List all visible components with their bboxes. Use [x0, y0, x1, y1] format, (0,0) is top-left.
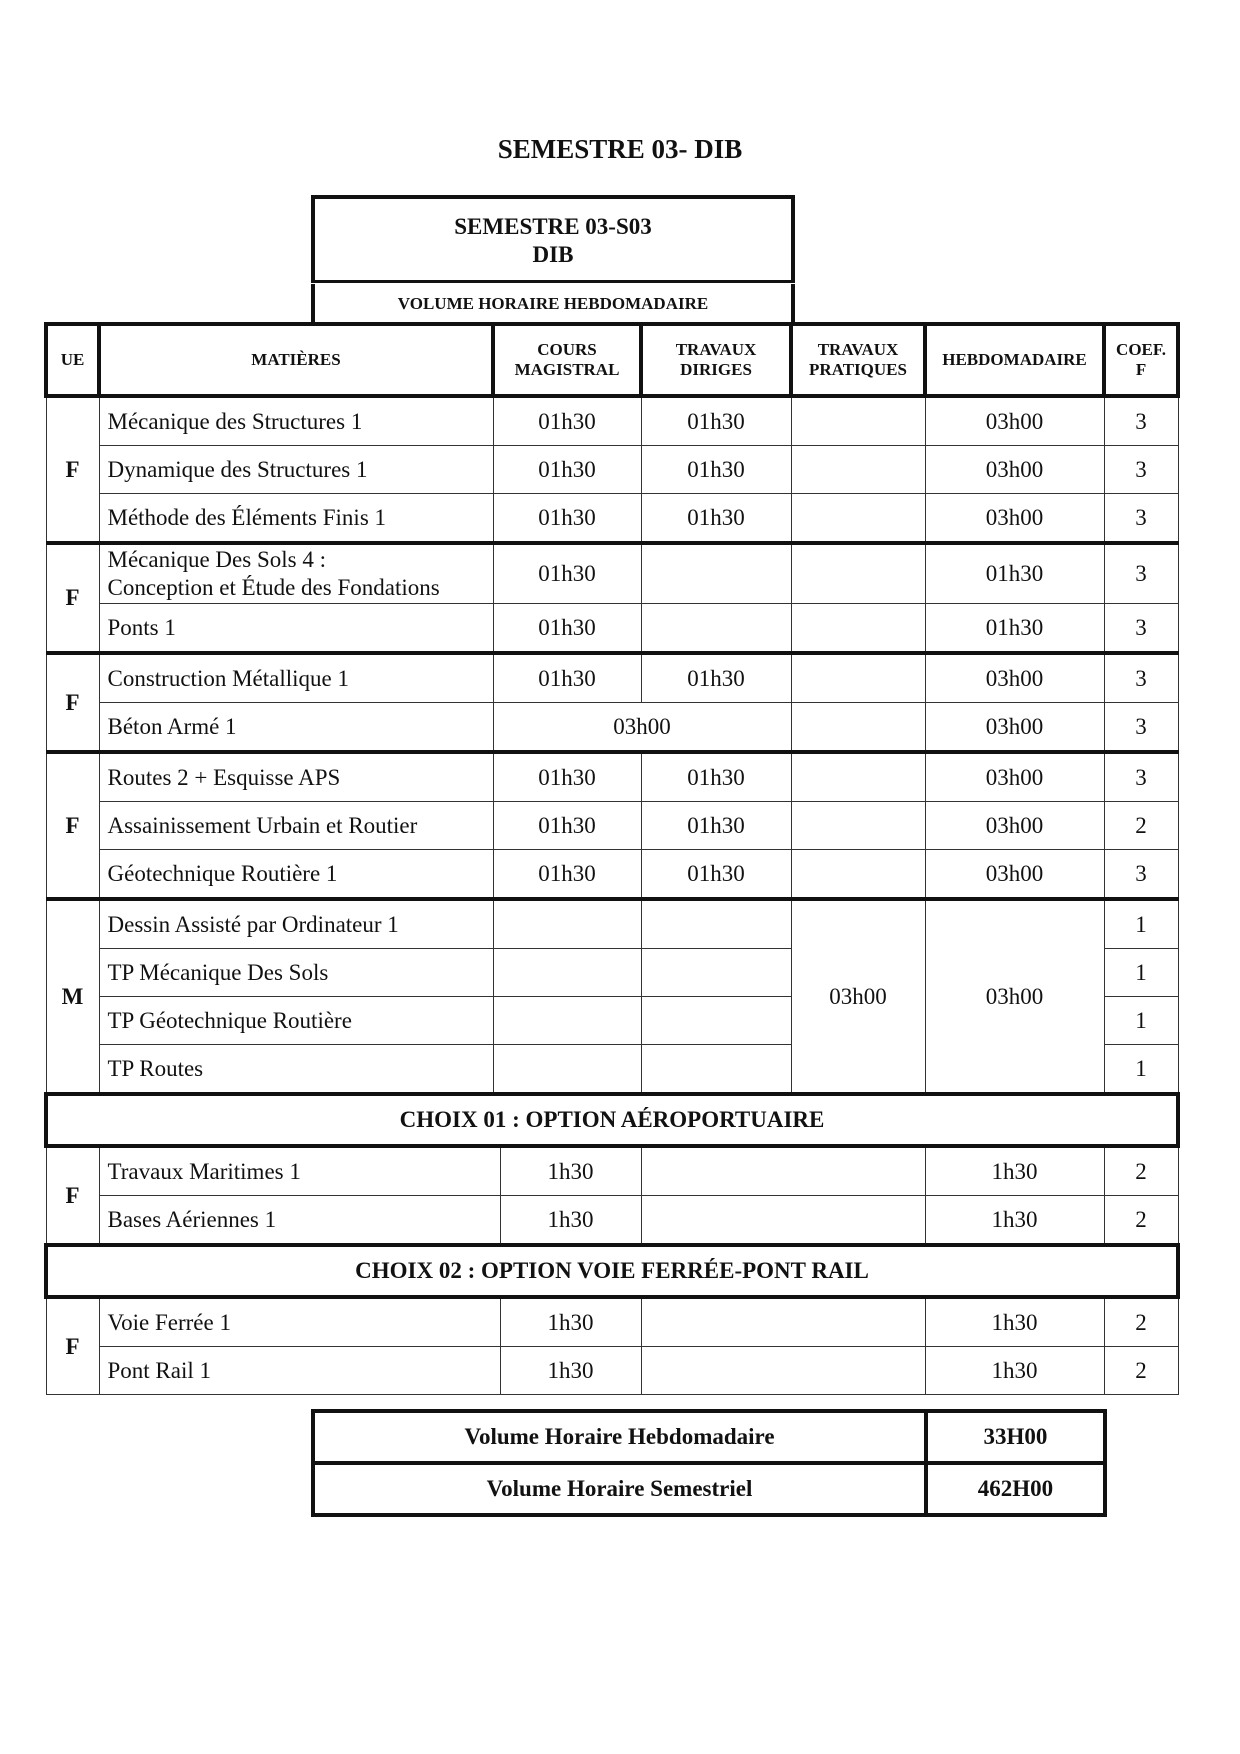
table-row [46, 802, 1178, 850]
choix-01-title: CHOIX 01 : OPTION AÉROPORTUAIRE [46, 1094, 1178, 1146]
total-hebdo-label: Volume Horaire Hebdomadaire [313, 1411, 926, 1463]
ue-cell: F [46, 543, 99, 653]
total-row-semestriel [313, 1463, 1105, 1515]
table-row [46, 1297, 1178, 1347]
coef-cell: 2 [1104, 1146, 1178, 1196]
table-header [46, 324, 1178, 396]
cm-cell: 01h30 [493, 802, 641, 850]
coef-cell: 3 [1104, 396, 1178, 446]
coef-cell: 3 [1104, 653, 1178, 703]
table-row [46, 850, 1178, 900]
coef-cell: 3 [1104, 752, 1178, 802]
table-row [46, 1146, 1178, 1196]
hebdo-cell: 03h00 [925, 802, 1104, 850]
hebdo-cell: 03h00 [925, 703, 1104, 753]
tp-cell [791, 604, 925, 654]
td-tp-cell [641, 1347, 925, 1395]
cm-cell: 01h30 [493, 752, 641, 802]
cm-cell [493, 1045, 641, 1095]
hebdo-cell: 03h00 [925, 396, 1104, 446]
cm-td-merged-cell: 03h00 [493, 703, 791, 753]
td-cell: 01h30 [641, 446, 791, 494]
cm-cell: 1h30 [500, 1196, 641, 1246]
tp-merged-cell: 03h00 [791, 899, 925, 1094]
coef-cell: 3 [1104, 703, 1178, 753]
matiere-cell: Ponts 1 [99, 604, 493, 654]
coef-cell: 3 [1104, 543, 1178, 604]
coef-cell: 1 [1104, 997, 1178, 1045]
tp-cell [791, 802, 925, 850]
matiere-cell: Géotechnique Routière 1 [99, 850, 493, 900]
col-matieres: MATIÈRES [99, 324, 493, 396]
td-tp-cell [641, 1297, 925, 1347]
ue-cell: F [46, 1297, 99, 1395]
volume-header: VOLUME HORAIRE HEBDOMADAIRE [311, 284, 795, 324]
coef-cell: 2 [1104, 802, 1178, 850]
table-row [46, 446, 1178, 494]
total-sem-label: Volume Horaire Semestriel [313, 1463, 926, 1515]
col-travaux-diriges: TRAVAUX DIRIGES [641, 324, 791, 396]
table-row [46, 543, 1178, 604]
course-table [44, 322, 1180, 1395]
matiere-cell: TP Routes [99, 1045, 493, 1095]
col-travaux-pratiques: TRAVAUX PRATIQUES [791, 324, 925, 396]
matiere-cell: Mécanique Des Sols 4 : Conception et Étude des Fondations [99, 543, 493, 604]
semester-code: SEMESTRE 03-S03 [454, 214, 652, 239]
table-row [46, 604, 1178, 654]
matiere-cell: Routes 2 + Esquisse APS [99, 752, 493, 802]
ue-cell: F [46, 396, 99, 543]
choix-01-header [46, 1094, 1178, 1146]
coef-cell: 1 [1104, 949, 1178, 997]
cm-cell: 01h30 [493, 604, 641, 654]
cm-cell: 01h30 [493, 653, 641, 703]
td-cell: 01h30 [641, 494, 791, 544]
ue-cell: M [46, 899, 99, 1094]
td-cell [641, 899, 791, 949]
coef-cell: 2 [1104, 1347, 1178, 1395]
col-ue: UE [46, 324, 99, 396]
table-row [46, 899, 1178, 949]
ue-cell: F [46, 653, 99, 752]
matiere-cell: Bases Aériennes 1 [99, 1196, 500, 1246]
td-cell [641, 543, 791, 604]
cm-cell: 01h30 [493, 396, 641, 446]
td-cell: 01h30 [641, 850, 791, 900]
table-row [46, 396, 1178, 446]
tp-cell [791, 494, 925, 544]
page-title: SEMESTRE 03- DIB [497, 134, 743, 164]
hebdo-cell: 01h30 [925, 543, 1104, 604]
table-row [46, 1196, 1178, 1246]
ue-cell: F [46, 1146, 99, 1245]
matiere-cell: Pont Rail 1 [99, 1347, 500, 1395]
tp-cell [791, 396, 925, 446]
matiere-cell: Construction Métallique 1 [99, 653, 493, 703]
table-row [46, 703, 1178, 753]
matiere-cell: Méthode des Éléments Finis 1 [99, 494, 493, 544]
total-hebdo-value: 33H00 [926, 1411, 1105, 1463]
table-row [46, 1347, 1178, 1395]
hebdo-cell: 03h00 [925, 752, 1104, 802]
matiere-cell: Mécanique des Structures 1 [99, 396, 493, 446]
choix-02-title: CHOIX 02 : OPTION VOIE FERRÉE-PONT RAIL [46, 1245, 1178, 1297]
semester-header-box [311, 195, 795, 283]
hebdo-cell: 1h30 [925, 1347, 1104, 1395]
td-cell [641, 949, 791, 997]
matiere-cell: TP Mécanique Des Sols [99, 949, 493, 997]
tp-cell [791, 850, 925, 900]
col-hebdomadaire: HEBDOMADAIRE [925, 324, 1104, 396]
cm-cell: 01h30 [493, 850, 641, 900]
matiere-cell: Voie Ferrée 1 [99, 1297, 500, 1347]
cm-cell: 1h30 [500, 1297, 641, 1347]
matiere-cell: Dynamique des Structures 1 [99, 446, 493, 494]
hebdo-cell: 01h30 [925, 604, 1104, 654]
hebdo-cell: 03h00 [925, 653, 1104, 703]
cm-cell: 01h30 [493, 494, 641, 544]
hebdo-cell: 1h30 [925, 1297, 1104, 1347]
matiere-cell: Travaux Maritimes 1 [99, 1146, 500, 1196]
tp-cell [791, 446, 925, 494]
total-row-hebdo [313, 1411, 1105, 1463]
cm-cell [493, 997, 641, 1045]
matiere-cell: Béton Armé 1 [99, 703, 493, 753]
ue-cell: F [46, 752, 99, 899]
col-cours-magistral: COURS MAGISTRAL [493, 324, 641, 396]
td-cell: 01h30 [641, 752, 791, 802]
coef-cell: 3 [1104, 604, 1178, 654]
cm-cell: 1h30 [500, 1146, 641, 1196]
coef-cell: 2 [1104, 1297, 1178, 1347]
cm-cell: 01h30 [493, 446, 641, 494]
hebdo-cell: 1h30 [925, 1146, 1104, 1196]
cm-cell: 1h30 [500, 1347, 641, 1395]
hebdo-cell: 03h00 [925, 446, 1104, 494]
matiere-cell: TP Géotechnique Routière [99, 997, 493, 1045]
coef-cell: 3 [1104, 446, 1178, 494]
choix-02-header [46, 1245, 1178, 1297]
hebdo-cell: 03h00 [925, 850, 1104, 900]
total-sem-value: 462H00 [926, 1463, 1105, 1515]
coef-cell: 2 [1104, 1196, 1178, 1246]
tp-cell [791, 752, 925, 802]
cm-cell: 01h30 [493, 543, 641, 604]
td-tp-cell [641, 1196, 925, 1246]
td-cell [641, 997, 791, 1045]
table-row [46, 653, 1178, 703]
coef-cell: 3 [1104, 850, 1178, 900]
tp-cell [791, 703, 925, 753]
col-coef: COEF. F [1104, 324, 1178, 396]
matiere-cell: Assainissement Urbain et Routier [99, 802, 493, 850]
table-row [46, 752, 1178, 802]
tp-cell [791, 653, 925, 703]
matiere-cell: Dessin Assisté par Ordinateur 1 [99, 899, 493, 949]
tp-cell [791, 543, 925, 604]
hebdo-cell: 03h00 [925, 494, 1104, 544]
coef-cell: 3 [1104, 494, 1178, 544]
cm-cell [493, 949, 641, 997]
coef-cell: 1 [1104, 899, 1178, 949]
td-cell [641, 604, 791, 654]
td-cell: 01h30 [641, 396, 791, 446]
totals-table [311, 1409, 1107, 1517]
td-cell: 01h30 [641, 802, 791, 850]
td-cell [641, 1045, 791, 1095]
hebdo-merged-cell: 03h00 [925, 899, 1104, 1094]
table-row [46, 494, 1178, 544]
td-tp-cell [641, 1146, 925, 1196]
coef-cell: 1 [1104, 1045, 1178, 1095]
cm-cell [493, 899, 641, 949]
semester-program: DIB [532, 242, 574, 267]
td-cell: 01h30 [641, 653, 791, 703]
hebdo-cell: 1h30 [925, 1196, 1104, 1246]
